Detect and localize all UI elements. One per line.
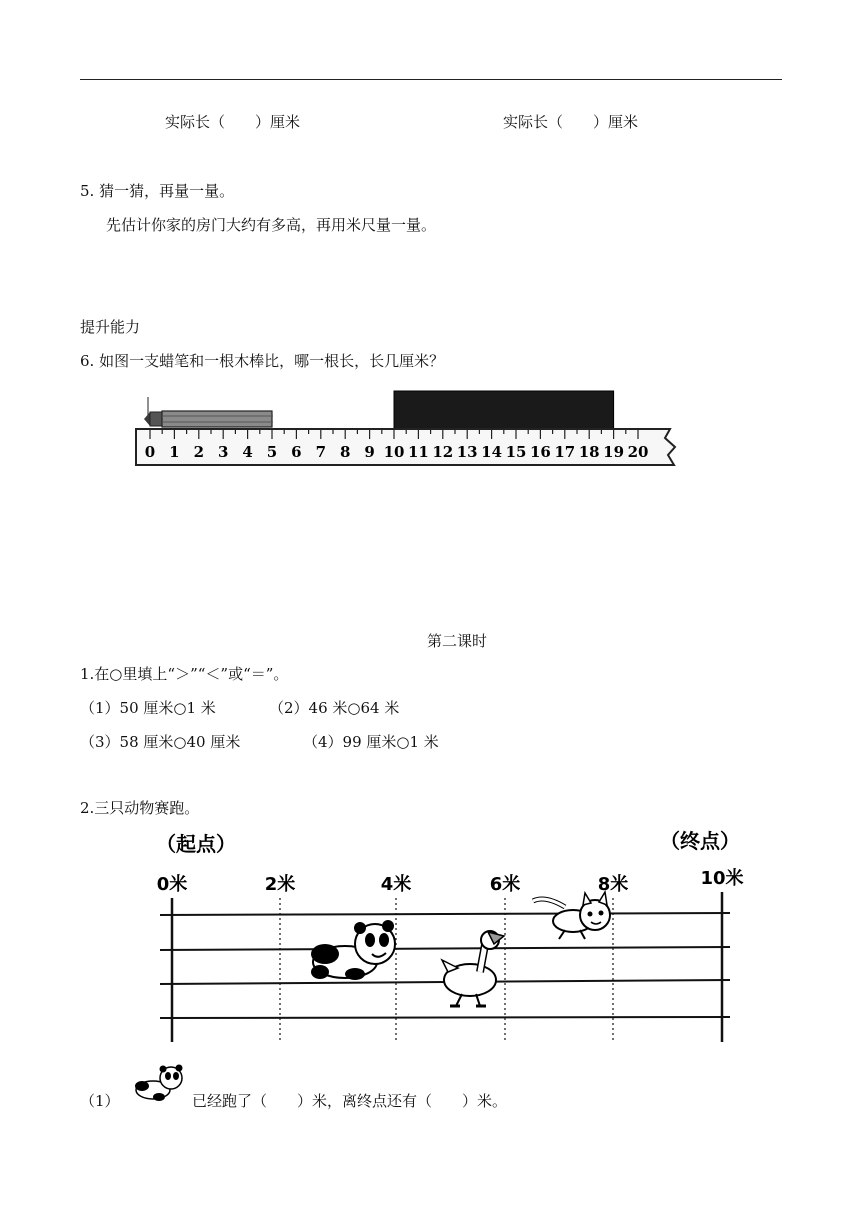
lesson-2-title: 第二课时 [427,632,488,650]
track-mark-0: 0米 [156,874,188,895]
q2-title: 2.三只动物赛跑。 [80,799,200,817]
q2-sub1-number: （1） [80,1092,120,1110]
track-mark-5: 10米 [700,868,744,889]
ruler-label-15: 15 [505,443,527,461]
ruler-label-5: 5 [266,443,278,461]
section-title: 提升能力 [80,318,141,336]
q1-item-4: （4）99 厘米○1 米 [303,733,439,751]
ruler-label-17: 17 [554,443,576,461]
track-mark-3: 6米 [489,874,521,895]
ruler-label-6: 6 [291,443,302,461]
q1-item-3: （3）58 厘米○40 厘米 [80,733,241,751]
panda-icon [133,1062,189,1104]
q1-title: 1.在○里填上“＞”“＜”或“＝”。 [80,665,289,683]
track-mark-4: 8米 [597,874,629,895]
start-label: （起点） [156,832,236,856]
q2-sub1-text: 已经跑了（ ）米，离终点还有（ ）米。 [192,1092,508,1110]
q1-item-1: （1）50 厘米○1 米 [80,699,216,717]
ruler-label-12: 12 [432,443,454,461]
ruler-label-3: 3 [217,443,229,461]
q1-item-2: （2）46 米○64 米 [269,699,400,717]
q5-text: 先估计你家的房门大约有多高，再用米尺量一量。 [106,216,437,234]
actual-length-right: 实际长（ ）厘米 [503,113,639,131]
ruler-label-13: 13 [456,443,478,461]
end-label: （终点） [660,829,740,853]
ruler-figure [130,385,690,480]
ruler-label-0: 0 [144,443,156,461]
header-rule [80,79,782,80]
panda-runner [311,920,395,980]
q6-title: 6. 如图一支蜡笔和一根木棒比，哪一根长，长几厘米？ [80,352,445,370]
ruler-label-18: 18 [578,443,600,461]
crayon [144,397,273,427]
ruler-label-11: 11 [407,443,429,461]
race-track-figure [150,820,750,1050]
ruler-label-8: 8 [339,443,351,461]
q5-title: 5. 猜一猜，再量一量。 [80,182,235,200]
ruler-label-7: 7 [315,443,327,461]
track-mark-2: 4米 [380,874,412,895]
ruler-label-20: 20 [627,443,649,461]
wooden-stick [394,391,614,429]
cat-runner [533,892,610,939]
ruler-label-16: 16 [529,443,551,461]
track-mark-1: 2米 [264,874,296,895]
actual-length-left: 实际长（ ）厘米 [165,113,301,131]
duck-runner [442,931,504,1006]
ruler-label-1: 1 [169,443,180,461]
ruler-label-14: 14 [481,443,503,461]
ruler-label-9: 9 [364,443,375,461]
ruler-label-4: 4 [242,443,253,461]
ruler-label-10: 10 [383,443,405,461]
ruler-label-19: 19 [603,443,625,461]
ruler-label-2: 2 [193,443,205,461]
